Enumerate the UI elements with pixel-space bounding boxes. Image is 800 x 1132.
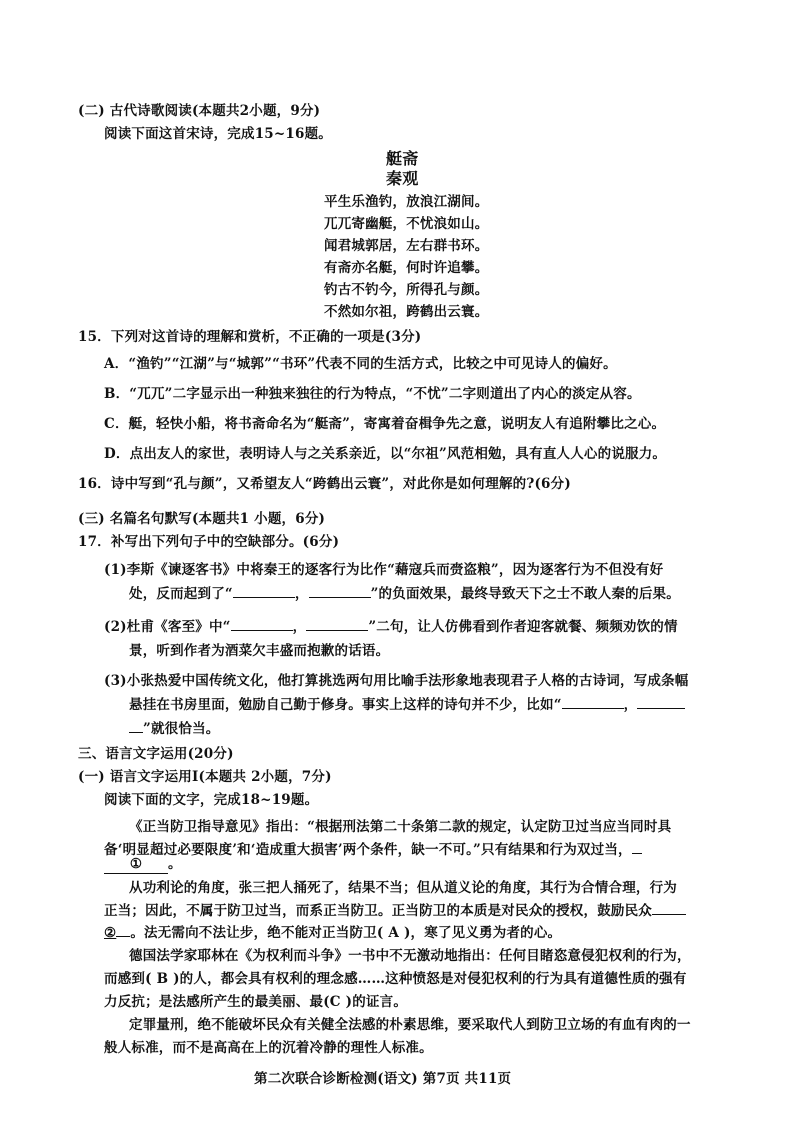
question-15-option-a: A．“渔钓”“江湖”与“城郭”“书环”代表不同的生活方式，比较之中可见诗人的偏好。 xyxy=(104,356,617,372)
q17-item1-line2 xyxy=(129,587,680,603)
paragraph-1-line3 xyxy=(104,857,182,874)
question-17-stem: 17．补写出下列句子中的空缺部分。(6分) xyxy=(78,534,340,550)
paragraph-2-line1: 从功利论的角度，张三把人捅死了，结果不当；但从道义论的角度，其行为合情合理，行为 xyxy=(129,880,677,896)
paragraph-1-line1: 《正当防卫指导意见》指出：“根据刑法第二十条第二款的规定，认定防卫过当应当同时具 xyxy=(129,819,672,835)
poem-line: 不然如尔祖，跨鹤出云寰。 xyxy=(324,304,489,320)
paragraph-2-line2-text: 正当；因此，不属于防卫过当，而系正当防卫。正当防卫的本质是对民众的授权，鼓励民众 xyxy=(104,903,652,919)
poem-line: 有斋亦名艇，何时许追攀。 xyxy=(324,260,489,276)
question-15-option-d: D．点出友人的家世，表明诗人与之关系亲近，以“尔祖”风范相勉，具有直人人心的说服力。 xyxy=(104,446,667,462)
paragraph-2-line3-text: 。法无需向不法让步，绝不能对正当防卫( A )，寒了见义勇为者的心。 xyxy=(130,925,562,941)
poem-line: 平生乐渔钓，放浪江湖间。 xyxy=(324,194,489,210)
paragraph-1-end: 。 xyxy=(168,856,182,872)
poem-title: 艇斋 xyxy=(386,149,419,168)
q17-item2-post: ”二句，让人仿佛看到作者迎客就餐、频频劝饮的情 xyxy=(368,619,678,635)
q17-item1-mid: ， xyxy=(294,586,309,602)
answer-blank[interactable] xyxy=(231,630,293,631)
question-15-option-c: C．艇，轻快小船，将书斋命名为“艇斋”，寄寓着奋楫争先之意，说明友人有追附攀比之心。 xyxy=(104,416,666,432)
paragraph-1-line2-text: 备‘明显超过必要限度’和‘造成重大损害’两个条件，缺一不可。”只有结果和行为双过当， xyxy=(104,842,632,858)
q17-item3-end: ”就很恰当。 xyxy=(143,721,220,737)
paragraph-3-line3: 力反抗；是法感所产生的最美丽、最(C )的证言。 xyxy=(104,994,408,1010)
section-heading-poetry: (二) 古代诗歌阅读(本题共2小题，9分) xyxy=(78,103,321,119)
q17-item3-line3 xyxy=(129,722,219,738)
page-footer: 第二次联合诊断检测(语文) 第7页 共11页 xyxy=(254,1071,512,1087)
answer-blank-1[interactable] xyxy=(104,857,168,874)
answer-blank[interactable] xyxy=(652,914,686,915)
answer-blank[interactable] xyxy=(233,597,295,598)
answer-blank[interactable] xyxy=(309,597,371,598)
q17-item1-post: ”的负面效果，最终导致天下之士不敢人秦的后果。 xyxy=(370,586,680,602)
poem-line: 兀兀寄幽艇，不忧浪如山。 xyxy=(324,216,489,232)
section-heading-language: 三、语言文字运用(20分) xyxy=(78,746,234,762)
paragraph-4-line2: 般人标准，而不是高高在上的沉着冷静的理性人标准。 xyxy=(104,1040,433,1056)
q17-item2-pre: (2)杜甫《客至》中“ xyxy=(104,619,231,635)
q17-item1-line1: (1)李斯《谏逐客书》中将秦王的逐客行为比作“藉寇兵而赍盗粮”，因为逐客行为不但没有好 xyxy=(104,562,664,578)
q17-item2-line2: 景，听到作者为酒菜欠丰盛而抱歉的话语。 xyxy=(129,643,390,659)
q17-item3-line1: (3)小张热爱中国传统文化，他打算挑选两句用比喻手法形象地表现君子人格的古诗词，写成条幅 xyxy=(104,673,689,689)
answer-blank[interactable] xyxy=(129,732,143,733)
q17-item3-mid: ， xyxy=(623,697,638,713)
question-16-stem: 16．诗中写到“孔与颜”，又希望友人“跨鹤出云寰”，对此你是如何理解的?(6分) xyxy=(78,476,571,492)
answer-blank[interactable] xyxy=(632,853,642,854)
paragraph-4-line1: 定罪量刑，绝不能破坏民众有关健全法感的朴素思维，要采取代人到防卫立场的有血有肉的一 xyxy=(129,1017,691,1033)
poetry-instruction: 阅读下面这首宋诗，完成15~16题。 xyxy=(104,126,332,142)
question-15-stem: 15．下列对这首诗的理解和赏析，不正确的一项是(3分) xyxy=(78,329,422,345)
poem-author: 秦观 xyxy=(386,169,419,188)
q17-item2-mid: ， xyxy=(292,619,307,635)
q17-item1-pre: 处，反而起到了“ xyxy=(129,586,233,602)
answer-blank-2-label: ② xyxy=(104,925,117,941)
question-15-option-b: B．“兀兀”二字显示出一种独来独往的行为特点，“不忧”二字则道出了内心的淡定从容。 xyxy=(104,386,641,402)
answer-blank[interactable] xyxy=(306,630,368,631)
blank-1-label: ① xyxy=(129,856,143,872)
section-subheading-language: (一) 语言文字运用Ⅰ(本题共 2小题，7分) xyxy=(78,769,332,785)
answer-blank[interactable] xyxy=(637,708,685,709)
language-instruction: 阅读下面的文字，完成18~19题。 xyxy=(104,792,319,808)
paragraph-2-line3 xyxy=(104,926,561,942)
poem-line: 钓古不钓今，所得孔与颜。 xyxy=(324,282,489,298)
paragraph-3-line1: 德国法学家耶林在《为权利而斗争》一书中不无激动地指出：任何目睹恣意侵犯权利的行为， xyxy=(129,948,691,964)
section-heading-dictation: (三) 名篇名句默写(本题共1 小题，6分) xyxy=(78,511,326,527)
q17-item2-line1 xyxy=(104,620,678,636)
q17-item3-pre: 悬挂在书房里面，勉励自己勤于修身。事实上这样的诗句并不少，比如“ xyxy=(129,697,562,713)
paragraph-3-line2: 而感到( B )的人，都会具有权利的理念感……这种愤怒是对侵犯权利的行为具有道德性质的强有 xyxy=(104,971,687,987)
paragraph-2-line2 xyxy=(104,904,686,920)
poem-line: 闻君城郭居，左右群书环。 xyxy=(324,238,489,254)
answer-blank[interactable] xyxy=(562,708,624,709)
q17-item3-line2 xyxy=(129,698,685,714)
paragraph-1-line2 xyxy=(104,843,642,859)
answer-blank-2[interactable] xyxy=(116,936,130,937)
